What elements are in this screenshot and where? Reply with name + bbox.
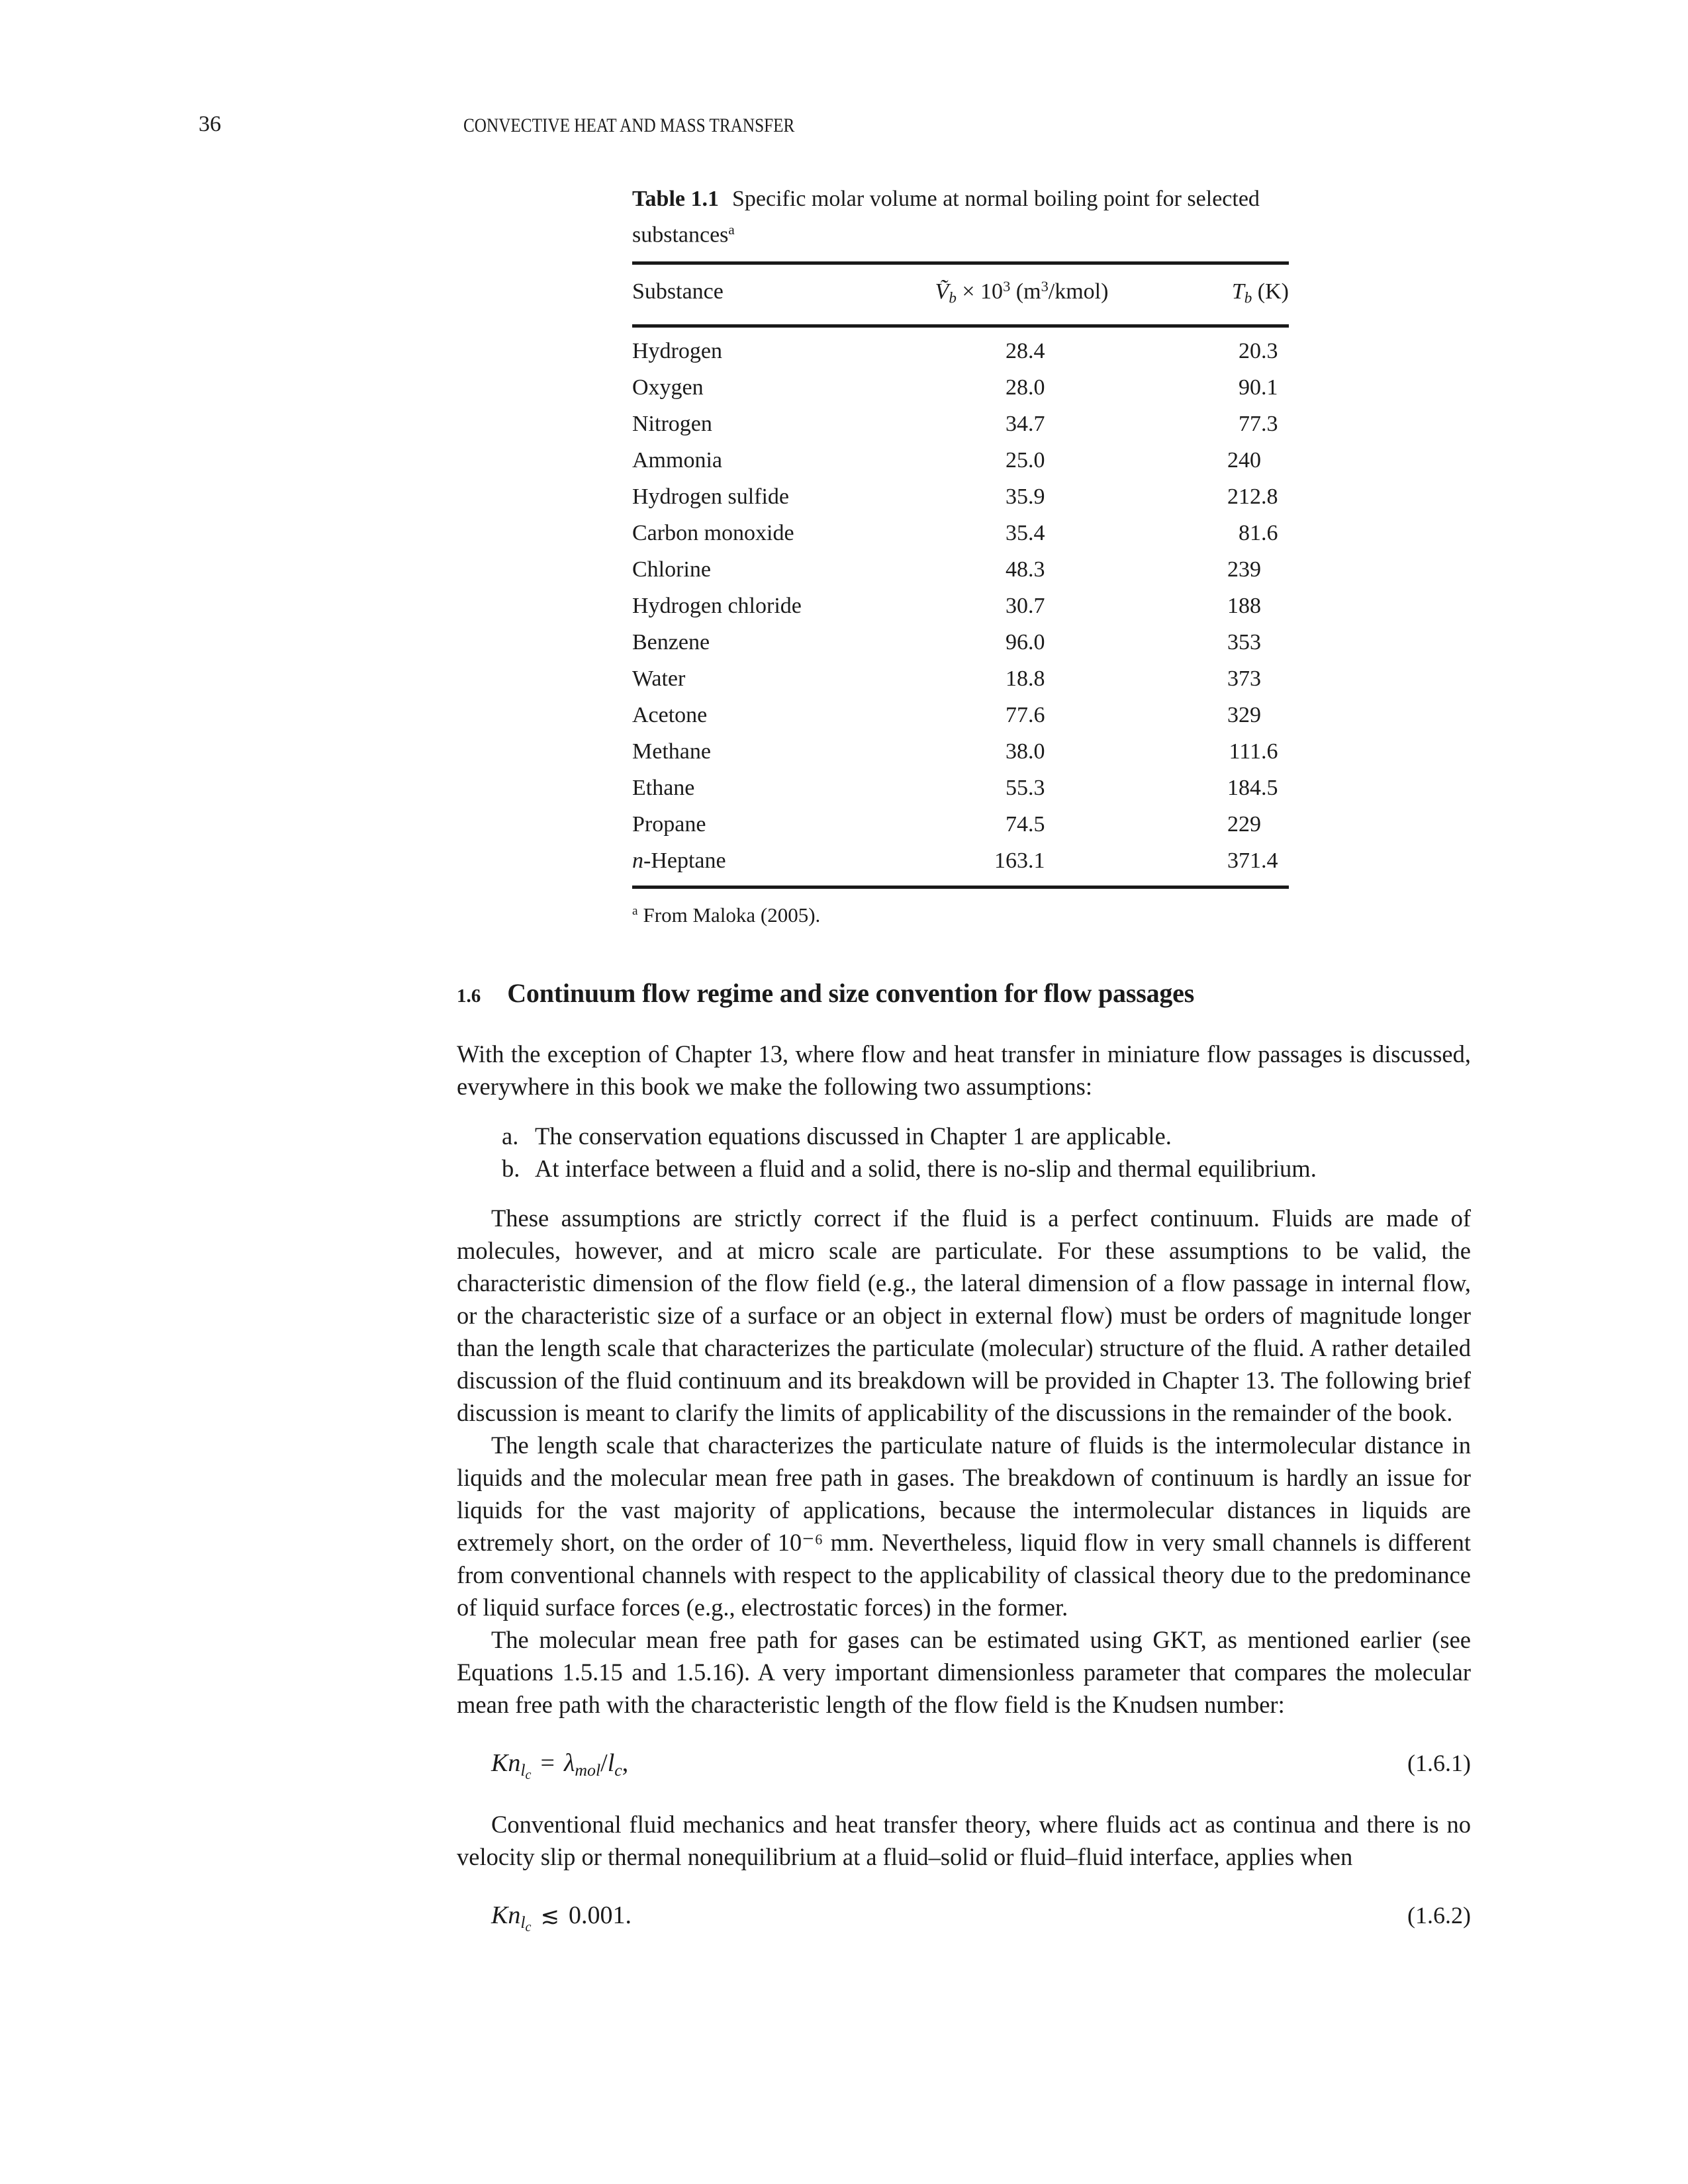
table-caption-text: Specific molar volume at normal boiling point for selected substances (632, 187, 1260, 248)
list-item-b (457, 1152, 1471, 1185)
paragraph-continuum: These assumptions are strictly correct if the fluid is a perfect continuum. Fluids are made of molecules, however, and at micro scale are particulate. For these assumptions to be valid, the characteristic dimension of the flow field (e.g., the lateral dimension of a flow passage in internal flow, or the characteristic size of a surface or an object in external flow) must be orders of magnitude longer than the length scale that characterizes the particulate (molecular) structure of the fluid. A rather detailed discussion of the fluid continuum and its breakdown will be provided in Chapter 13. The following brief discussion is meant to clarify the limits of applicability of the discussions in the remainder of the book. (457, 1204, 1471, 1426)
boiling-temp-cell: 184 .5 (1227, 776, 1278, 801)
table-row (632, 478, 1289, 515)
substance-cell: Carbon monoxide (632, 521, 794, 546)
table-header-row (632, 265, 1289, 325)
column-gap (1056, 478, 1156, 515)
molar-volume-cell: 34 .7 (1006, 412, 1045, 437)
substance-cell: Hydrogen (632, 339, 722, 364)
substance-cell: Chlorine (632, 557, 711, 582)
list-item-b-text: At interface between a fluid and a solid, there is no-slip and thermal equilibrium. (535, 1154, 1317, 1182)
column-gap (1056, 588, 1156, 624)
column-gap (1056, 551, 1156, 588)
boiling-temp-cell: 353 (1227, 630, 1261, 655)
column-gap (1056, 697, 1156, 733)
equation-row-1-6-2 (457, 1901, 1471, 1935)
column-gap (1056, 442, 1156, 478)
boiling-temp-cell: 188 (1227, 594, 1261, 619)
column-gap (1056, 806, 1156, 842)
column-gap (1056, 369, 1156, 406)
equation-row-1-6-1 (457, 1749, 1471, 1783)
table-bottom-rule (632, 886, 1289, 889)
table-row (632, 442, 1289, 478)
molar-volume-cell: 74 .5 (1006, 812, 1045, 837)
substance-cell: Oxygen (632, 375, 704, 400)
footnote-marker: a (632, 904, 638, 919)
molar-volume-cell: 48 .3 (1006, 557, 1045, 582)
boiling-temp-cell: 329 (1227, 703, 1261, 728)
boiling-temp-cell: 81 .6 (1239, 521, 1278, 546)
column-gap (1056, 624, 1156, 660)
molar-volume-cell: 96 .0 (1006, 630, 1045, 655)
equation-label-1-6-1: (1.6.1) (1407, 1749, 1471, 1776)
table-row (632, 806, 1289, 842)
table-row (632, 551, 1289, 588)
molar-volume-cell: 28 .4 (1006, 339, 1045, 364)
section-heading (457, 978, 1471, 1009)
substance-cell: Hydrogen chloride (632, 594, 802, 619)
column-header-boiling-temp: $T_b$ (K) (1231, 279, 1289, 307)
substance-cell: Nitrogen (632, 412, 712, 437)
boiling-temp-cell: 20 .3 (1239, 339, 1278, 364)
molar-volume-cell: 35 .9 (1006, 484, 1045, 510)
equation-label-1-6-2: (1.6.2) (1407, 1902, 1471, 1929)
column-header-molar-volume: Ṽ$_b$ × $10^3$ $(m^3/kmol)$ (935, 277, 1109, 307)
paragraph-intro: With the exception of Chapter 13, where flow and heat transfer in miniature flow passages is discussed, everywhere in this book we make the following two assumptions: (457, 1040, 1471, 1100)
table-row (632, 697, 1289, 733)
boiling-temp-cell: 229 (1227, 812, 1261, 837)
section-number: 1.6 (457, 985, 481, 1007)
molar-volume-cell: 25 .0 (1006, 448, 1045, 473)
column-gap (1056, 333, 1156, 369)
table-row (632, 588, 1289, 624)
boiling-temp-cell: 77 .3 (1239, 412, 1278, 437)
column-header-substance: Substance (632, 279, 724, 304)
table-footnote (632, 898, 1289, 929)
column-gap (1056, 406, 1156, 442)
paragraph-conventional: Conventional fluid mechanics and heat transfer theory, where fluids act as continua and there is no velocity slip or thermal nonequilibrium at a fluid–solid or fluid–fluid interface, applies when (457, 1811, 1471, 1871)
equation-knudsen-definition: $Kn_{l_c} = \lambda_{mol}/l_c$, (491, 1749, 629, 1783)
assumption-list (457, 1120, 1471, 1185)
substance-cell: Methane (632, 739, 711, 764)
list-item-a-label: a. (502, 1122, 519, 1150)
column-gap (1056, 842, 1156, 879)
section-title: Continuum flow regime and size convention for flow passages (507, 978, 1195, 1008)
column-gap (1056, 733, 1156, 770)
equation-knudsen-criterion: $Kn_{l_c}$ ≲ 0.001. (491, 1901, 632, 1935)
table-row (632, 369, 1289, 406)
column-gap (1056, 515, 1156, 551)
substance-cell: n-Heptane (632, 848, 726, 874)
paragraph-mean-free-path: The molecular mean free path for gases can be estimated using GKT, as mentioned earlier (see Equations 1.5.15 and 1.5.16). A very important dimensionless parameter that compares the molecular mean free path with the characteristic length of the flow field is the Knudsen number: (457, 1625, 1471, 1718)
table-row (632, 624, 1289, 660)
paragraph-length-scale: The length scale that characterizes the particulate nature of fluids is the intermolecular distance in liquids and the molecular mean free path in gases. The breakdown of continuum is hardly an issue for liquids for the vast majority of applications, because the intermolecular distances in liquids are extremely short, on the order of 10⁻⁶ mm. Nevertheless, liquid flow in very small channels is different from conventional channels with respect to the applicability of classical theory due to the predominance of liquid surface forces (e.g., electrostatic forces) in the former. (457, 1431, 1471, 1621)
molar-volume-cell: 30 .7 (1006, 594, 1045, 619)
substance-cell: Ethane (632, 776, 695, 801)
boiling-temp-cell: 90 .1 (1239, 375, 1278, 400)
substance-cell: Acetone (632, 703, 708, 728)
boiling-temp-cell: 373 (1227, 666, 1261, 692)
table-row (632, 406, 1289, 442)
boiling-temp-cell: 239 (1227, 557, 1261, 582)
text-column (457, 184, 1471, 1960)
column-gap (1056, 660, 1156, 697)
boiling-temp-cell: 212 .8 (1227, 484, 1278, 510)
substance-cell: Water (632, 666, 686, 692)
molar-volume-cell: 18 .8 (1006, 666, 1045, 692)
table-1-1 (632, 184, 1289, 929)
table-row (632, 515, 1289, 551)
list-item-a (457, 1120, 1471, 1152)
substance-cell: Ammonia (632, 448, 722, 473)
list-item-b-label: b. (502, 1154, 520, 1182)
substance-cell: Benzene (632, 630, 710, 655)
table-row (632, 842, 1289, 879)
molar-volume-cell: 35 .4 (1006, 521, 1045, 546)
molar-volume-cell: 77 .6 (1006, 703, 1045, 728)
molar-volume-cell: 28 .0 (1006, 375, 1045, 400)
table-row (632, 770, 1289, 806)
molar-volume-cell: 38 .0 (1006, 739, 1045, 764)
column-gap (1056, 770, 1156, 806)
substance-cell: Hydrogen sulfide (632, 484, 790, 510)
substance-cell: Propane (632, 812, 706, 837)
table-body (632, 328, 1289, 886)
boiling-temp-cell: 111 .6 (1229, 739, 1278, 764)
table-row (632, 333, 1289, 369)
table-caption (632, 184, 1289, 251)
running-head: CONVECTIVE HEAT AND MASS TRANSFER (463, 114, 795, 136)
page-number: 36 (199, 112, 221, 136)
table-row (632, 733, 1289, 770)
molar-volume-cell: 55 .3 (1006, 776, 1045, 801)
list-item-a-text: The conservation equations discussed in Chapter 1 are applicable. (535, 1122, 1172, 1150)
boiling-temp-cell: 371 .4 (1227, 848, 1278, 874)
table-row (632, 660, 1289, 697)
footnote-text: From Maloka (2005). (643, 903, 821, 927)
table-caption-label: Table 1.1 (632, 187, 720, 211)
table-caption-note-marker: a (728, 222, 735, 238)
molar-volume-cell: 163 .1 (994, 848, 1045, 874)
boiling-temp-cell: 240 (1227, 448, 1261, 473)
